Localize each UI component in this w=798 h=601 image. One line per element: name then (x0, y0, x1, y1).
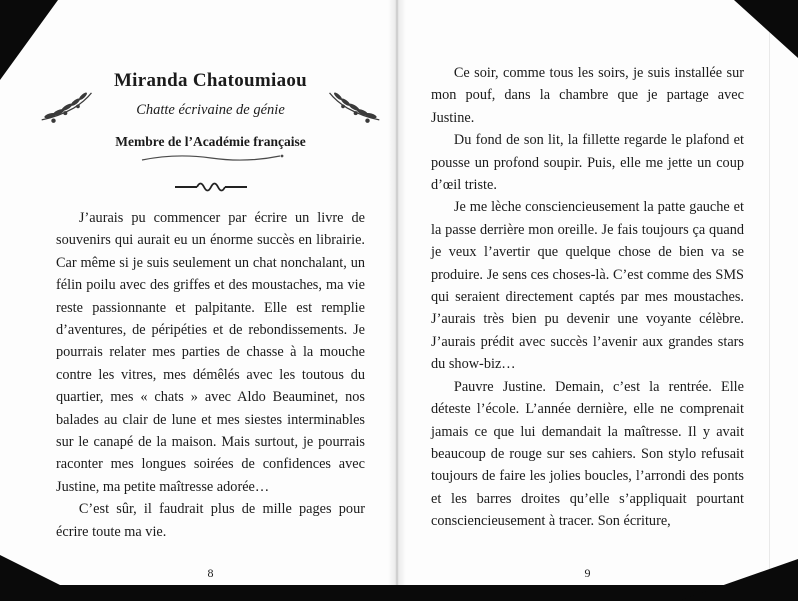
chapter-subtitle: Chatte écrivaine de génie (136, 102, 285, 118)
underline-swash-icon (136, 151, 286, 165)
paragraph: Pauvre Justine. Demain, c’est la rentrée. Elle déteste l’école. L’année dernière, elle ne comprenait jamais ce que lui demandait la maîtresse. Il y avait beaucoup de rouge sur ses cahiers. Son stylo refusait toujours de faire les jolies boucles, l’arrondi des ponts et les barres droites qu’elle s’appliquait pourtant consciencieusement à tracer. Son écriture, (431, 378, 744, 530)
paragraph: Je me lèche consciencieusement la patte gauche et la passe derrière mon oreille. Je fais toujours ça quand je veux l’avertir que quelque chose de bien va se produire. Je sens ces choses-là. C’est comme des SMS qui seraient directement captés par mes moustaches. J’aurais très bien pu devenir une voyante célèbre. J’aurais prédit avec succès l’avenir aux grandes stars du show-biz… (431, 199, 744, 373)
right-page-body (431, 0, 744, 533)
page-gutter-shadow (388, 0, 406, 585)
left-page-body (56, 207, 365, 543)
paragraph: J’aurais pu commencer par écrire un livre de souvenirs qui aurait eu un énorme succès en librairie. Car même si je suis seulement un chat nonchalant, un félin poilu avec des griffes et des moustaches, ma vie reste passionnante et palpitante. Elle est remplie d’aventures, de péripéties et de rebondissements. Je pourrais relater mes parties de chasse à la mouche contre les vitres, mes démêlés avec les toutous du quartier, mes « chats » avec Aldo Beauminet, nos balades au clair de lune et mes siestes interminables sur le canapé de la maison. Mais surtout, je pourrais raconter mes longues soirées de confidences avec Justine, ma petite maîtresse adorée… (56, 210, 365, 495)
chapter-title: Miranda Chatoumiaou (113, 70, 308, 91)
page-number-right: 9 (584, 566, 591, 580)
laurel-branch-icon (40, 86, 94, 125)
page-edge-line (769, 6, 770, 579)
left-page (56, 0, 365, 543)
paragraph: Ce soir, comme tous les soirs, je suis installée sur mon pouf, dans la chambre que je partage avec Justine. (431, 65, 744, 126)
chapter-byline: Membre de l’Académie française (115, 134, 306, 149)
chapter-header (56, 0, 365, 194)
squiggle-rule-icon (56, 180, 365, 194)
paragraph: C’est sûr, il faudrait plus de mille pages pour écrire toute ma vie. (56, 501, 365, 540)
right-page (431, 0, 744, 533)
paragraph: Du fond de son lit, la fillette regarde le plafond et pousse un profond soupir. Puis, elle me jette un coup d’œil triste. (431, 132, 744, 194)
page-number-left: 8 (207, 566, 214, 580)
laurel-branch-icon (327, 86, 381, 125)
